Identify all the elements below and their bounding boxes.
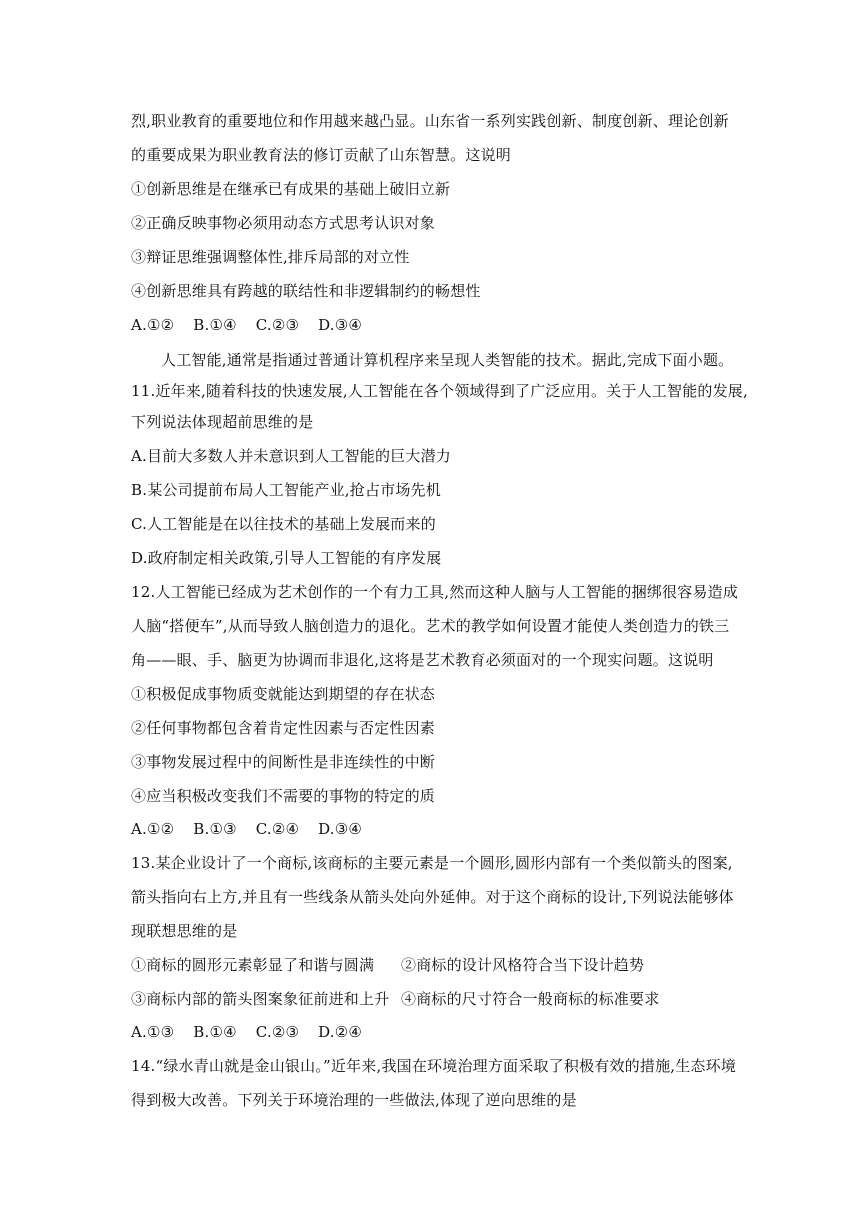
q11-option-d: D.政府制定相关政策,引导人工智能的有序发展 — [131, 549, 442, 567]
q13-statement-3: ③商标内部的箭头图案象征前进和上升 — [131, 990, 390, 1008]
q14-stem-line-2: 得到极大改善。下列关于环境治理的一些做法,体现了逆向思维的是 — [131, 1091, 577, 1109]
q13-statement-2: ②商标的设计风格符合当下设计趋势 — [401, 956, 645, 974]
q14-stem-line-1: 14.“绿水青山就是金山银山。”近年来,我国在环境治理方面采取了积极有效的措施,生态环境 — [131, 1057, 737, 1075]
q12-statement-4: ④应当积极改变我们不需要的事物的特定的质 — [131, 787, 436, 805]
q12-option-b: B.①③ — [193, 820, 237, 838]
q13-option-d: D.②④ — [318, 1023, 363, 1041]
q10-statement-3: ③辩证思维强调整体性,排斥局部的对立性 — [131, 248, 410, 266]
q11-stem-line-1: 11.近年来,随着科技的快速发展,人工智能在各个领域得到了广泛应用。关于人工智能的发展, — [131, 382, 748, 400]
q10-option-a: A.①② — [131, 316, 175, 334]
q10-stem-line-2: 的重要成果为职业教育法的修订贡献了山东智慧。这说明 — [131, 146, 512, 164]
q13-statements-row-1 — [131, 955, 741, 975]
q13-statements-row-2 — [131, 989, 741, 1009]
q12-option-a: A.①② — [131, 820, 175, 838]
q12-stem-line-3: 角——眼、手、脑更为协调而非退化,这将是艺术教育必须面对的一个现实问题。这说明 — [131, 651, 714, 669]
q12-options — [131, 819, 741, 839]
q10-statement-2: ②正确反映事物必须用动态方式思考认识对象 — [131, 214, 436, 232]
q12-statement-3: ③事物发展过程中的间断性是非连续性的中断 — [131, 753, 436, 771]
q12-option-d: D.③④ — [318, 820, 363, 838]
q12-stem-line-1: 12.人工智能已经成为艺术创作的一个有力工具,然而这种人脑与人工智能的捆绑很容易造成 — [131, 583, 739, 601]
q10-option-b: B.①④ — [193, 316, 237, 334]
q10-option-c: C.②③ — [255, 316, 300, 334]
q12-option-c: C.②④ — [255, 820, 300, 838]
q12-statement-2: ②任何事物都包含着肯定性因素与否定性因素 — [131, 719, 436, 737]
q11-option-c: C.人工智能是在以往技术的基础上发展而来的 — [131, 515, 436, 533]
q13-option-b: B.①④ — [193, 1023, 237, 1041]
q12-statement-1: ①积极促成事物质变就能达到期望的存在状态 — [131, 685, 436, 703]
q13-stem-line-2: 箭头指向右上方,并且有一些线条从箭头处向外延伸。对于这个商标的设计,下列说法能够体 — [131, 888, 734, 906]
material-intro: 人工智能,通常是指通过普通计算机程序来呈现人类智能的技术。据此,完成下面小题。 — [161, 351, 734, 369]
q11-option-b: B.某公司提前布局人工智能产业,抢占市场先机 — [131, 481, 441, 499]
q10-option-d: D.③④ — [318, 316, 363, 334]
q10-statement-1: ①创新思维是在继承已有成果的基础上破旧立新 — [131, 180, 451, 198]
q10-options — [131, 315, 741, 335]
q13-option-c: C.②③ — [255, 1023, 300, 1041]
q13-statement-4: ④商标的尺寸符合一般商标的标准要求 — [401, 990, 660, 1008]
q10-stem-line-1: 烈,职业教育的重要地位和作用越来越凸显。山东省一系列实践创新、制度创新、理论创新 — [131, 112, 729, 130]
q11-option-a: A.目前大多数人并未意识到人工智能的巨大潜力 — [131, 447, 452, 465]
q13-statement-1: ①商标的圆形元素彰显了和谐与圆满 — [131, 956, 375, 974]
q13-option-a: A.①③ — [131, 1023, 175, 1041]
q13-stem-line-3: 现联想思维的是 — [131, 922, 238, 940]
q11-stem-line-2: 下列说法体现超前思维的是 — [131, 413, 314, 431]
q12-stem-line-2: 人脑“搭便车”,从而导致人脑创造力的退化。艺术的教学如何设置才能使人类创造力的铁三 — [131, 617, 730, 635]
q13-stem-line-1: 13.某企业设计了一个商标,该商标的主要元素是一个圆形,圆形内部有一个类似箭头的图案, — [131, 854, 733, 872]
q13-options — [131, 1022, 741, 1042]
q10-statement-4: ④创新思维具有跨越的联结性和非逻辑制约的畅想性 — [131, 282, 481, 300]
